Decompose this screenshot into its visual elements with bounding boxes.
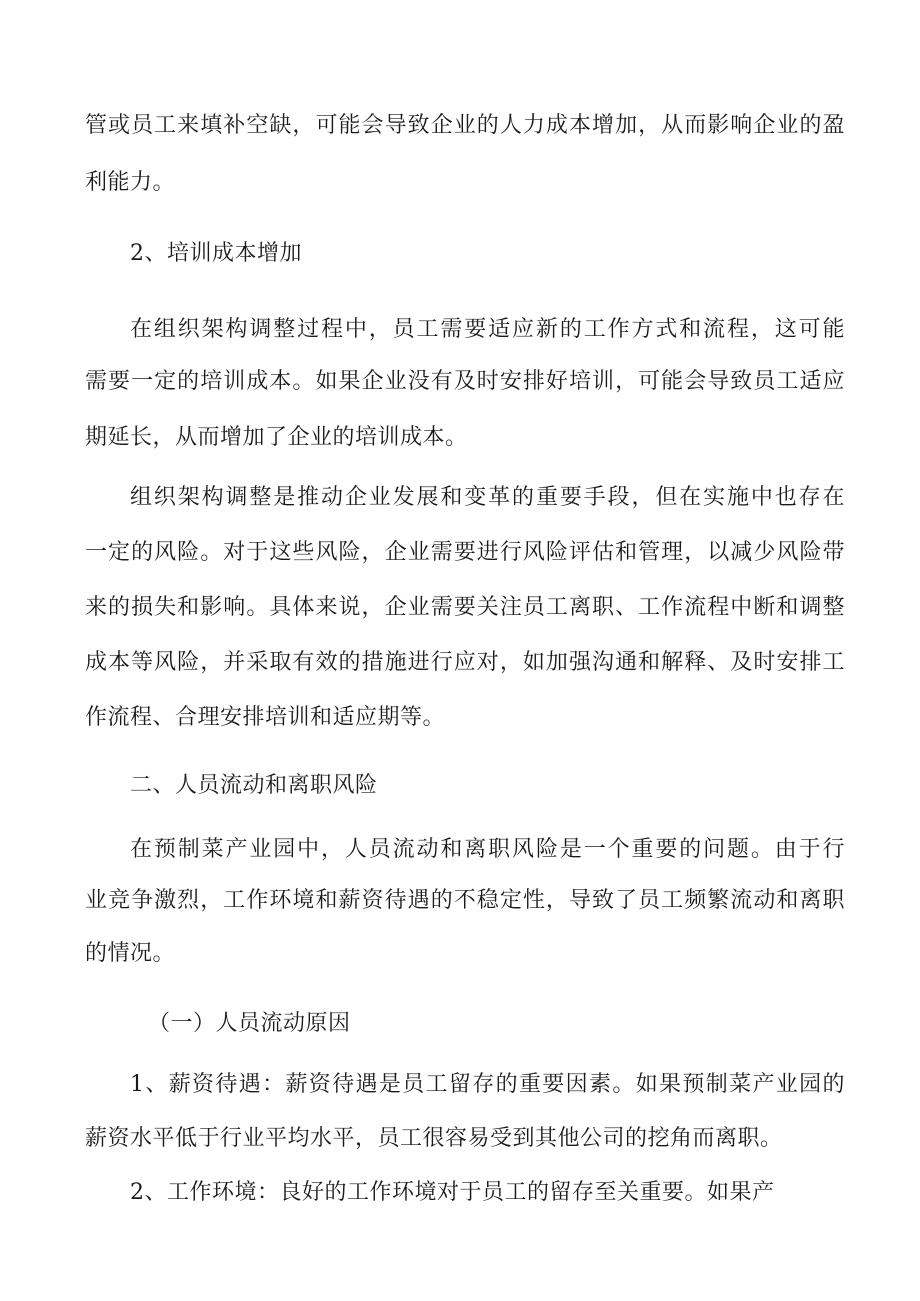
section-heading: 二、人员流动和离职风险 <box>130 773 378 798</box>
paragraph-line: 组织架构调整是推动企业发展和变革的重要手段，但在实施中也存在 <box>130 485 845 510</box>
section-heading: 2、培训成本增加 <box>130 241 302 266</box>
paragraph-line: 业竞争激烈，工作环境和薪资待遇的不稳定性，导致了员工频繁流动和离职 <box>85 888 845 913</box>
paragraph-line: 需要一定的培训成本。如果企业没有及时安排好培训，可能会导致员工适应 <box>85 369 845 394</box>
paragraph-line: 2、工作环境：良好的工作环境对于员工的留存至关重要。如果产 <box>130 1180 775 1205</box>
paragraph-line: 期延长，从而增加了企业的培训成本。 <box>85 425 468 450</box>
paragraph-line: 的情况。 <box>85 941 176 966</box>
paragraph-line: 1、薪资待遇：薪资待遇是员工留存的重要因素。如果预制菜产业园的 <box>130 1072 845 1097</box>
subsection-heading: （一）人员流动原因 <box>148 1011 351 1036</box>
paragraph-line: 成本等风险，并采取有效的措施进行应对，如加强沟通和解释、及时安排工 <box>85 650 845 675</box>
paragraph-line: 一定的风险。对于这些风险，企业需要进行风险评估和管理，以减少风险带 <box>85 540 845 565</box>
paragraph-line: 在组织架构调整过程中，员工需要适应新的工作方式和流程，这可能 <box>130 317 845 342</box>
paragraph-line: 在预制菜产业园中，人员流动和离职风险是一个重要的问题。由于行 <box>130 837 845 862</box>
paragraph-line: 作流程、合理安排培训和适应期等。 <box>85 705 446 730</box>
paragraph-line: 利能力。 <box>85 170 176 195</box>
paragraph-line: 管或员工来填补空缺，可能会导致企业的人力成本增加，从而影响企业的盈 <box>85 113 845 138</box>
paragraph-line: 来的损失和影响。具体来说，企业需要关注员工离职、工作流程中断和调整 <box>85 595 845 620</box>
paragraph-line: 薪资水平低于行业平均水平，员工很容易受到其他公司的挖角而离职。 <box>85 1126 783 1151</box>
